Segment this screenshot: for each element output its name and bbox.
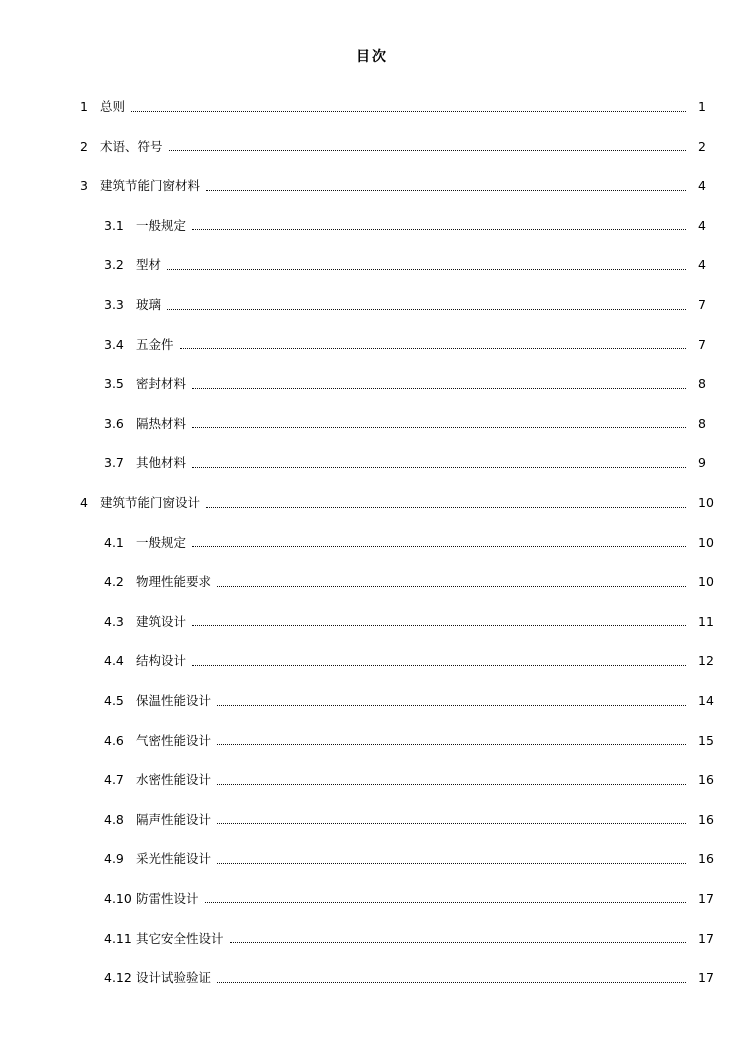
toc-leader-dots bbox=[217, 585, 686, 587]
toc-entry[interactable] bbox=[0, 76, 744, 116]
toc-entry[interactable] bbox=[0, 314, 744, 354]
toc-entry-page: 1 bbox=[698, 99, 706, 115]
toc-leader-dots bbox=[206, 506, 686, 508]
toc-entry-label: 玻璃 bbox=[136, 297, 162, 313]
toc-entry[interactable] bbox=[0, 472, 744, 512]
toc-entry-number: 3.7 bbox=[104, 455, 124, 471]
toc-entry-number: 4.2 bbox=[104, 574, 124, 590]
toc-leader-dots bbox=[192, 228, 686, 230]
toc-entry-number: 4.11 bbox=[104, 930, 132, 946]
toc-leader-dots bbox=[206, 189, 686, 191]
toc-leader-dots bbox=[167, 308, 686, 310]
toc-entry-number: 3.6 bbox=[104, 415, 124, 431]
toc-entry-page: 4 bbox=[698, 178, 706, 194]
toc-leader-dots bbox=[180, 347, 686, 349]
toc-leader-dots bbox=[192, 664, 686, 666]
toc-entry[interactable] bbox=[0, 591, 744, 631]
toc-entry-label: 总则 bbox=[100, 99, 126, 115]
toc-entry[interactable] bbox=[0, 670, 744, 710]
toc-leader-dots bbox=[167, 268, 686, 270]
toc-entry[interactable] bbox=[0, 512, 744, 552]
toc-entry[interactable] bbox=[0, 710, 744, 750]
toc-entry-page: 11 bbox=[698, 613, 714, 629]
toc-entry-label: 密封材料 bbox=[136, 376, 187, 392]
toc-entry-page: 10 bbox=[698, 495, 714, 511]
table-of-contents bbox=[0, 76, 744, 987]
toc-leader-dots bbox=[192, 387, 686, 389]
toc-entry[interactable] bbox=[0, 116, 744, 156]
toc-entry[interactable] bbox=[0, 155, 744, 195]
toc-entry-label: 物理性能要求 bbox=[136, 574, 212, 590]
toc-entry-label: 一般规定 bbox=[136, 534, 187, 550]
toc-entry-page: 7 bbox=[698, 297, 706, 313]
toc-entry-label: 五金件 bbox=[136, 336, 174, 352]
toc-entry-number: 4.3 bbox=[104, 613, 124, 629]
toc-leader-dots bbox=[217, 743, 686, 745]
toc-entry-number: 3.5 bbox=[104, 376, 124, 392]
toc-entry[interactable] bbox=[0, 947, 744, 987]
toc-leader-dots bbox=[217, 822, 686, 824]
toc-entry-number: 4.1 bbox=[104, 534, 124, 550]
toc-entry-label: 术语、符号 bbox=[100, 138, 163, 154]
toc-entry[interactable] bbox=[0, 828, 744, 868]
toc-entry-number: 4.6 bbox=[104, 732, 124, 748]
toc-entry-number: 4.4 bbox=[104, 653, 124, 669]
toc-leader-dots bbox=[192, 466, 686, 468]
toc-entry-page: 10 bbox=[698, 534, 714, 550]
toc-entry[interactable] bbox=[0, 789, 744, 829]
toc-entry-label: 防雷性设计 bbox=[136, 890, 199, 906]
toc-entry-page: 9 bbox=[698, 455, 706, 471]
toc-entry-label: 结构设计 bbox=[136, 653, 187, 669]
toc-entry[interactable] bbox=[0, 353, 744, 393]
toc-entry-number: 4.12 bbox=[104, 970, 132, 986]
toc-entry-number: 4.10 bbox=[104, 890, 132, 906]
toc-entry-number: 4.7 bbox=[104, 772, 124, 788]
toc-entry-label: 建筑设计 bbox=[136, 613, 187, 629]
toc-entry-label: 型材 bbox=[136, 257, 162, 273]
toc-entry-page: 2 bbox=[698, 138, 706, 154]
toc-entry[interactable] bbox=[0, 234, 744, 274]
page-title: 目次 bbox=[356, 49, 388, 65]
toc-entry-page: 17 bbox=[698, 890, 714, 906]
toc-leader-dots bbox=[217, 704, 686, 706]
toc-entry[interactable] bbox=[0, 393, 744, 433]
toc-leader-dots bbox=[205, 901, 686, 903]
toc-entry[interactable] bbox=[0, 551, 744, 591]
toc-entry-label: 隔声性能设计 bbox=[136, 811, 212, 827]
toc-leader-dots bbox=[217, 862, 686, 864]
toc-entry-page: 16 bbox=[698, 772, 714, 788]
toc-leader-dots bbox=[192, 426, 686, 428]
toc-leader-dots bbox=[192, 624, 686, 626]
toc-leader-dots bbox=[131, 110, 686, 112]
toc-entry[interactable] bbox=[0, 907, 744, 947]
toc-leader-dots bbox=[230, 941, 686, 943]
toc-entry-page: 16 bbox=[698, 851, 714, 867]
toc-entry-number: 2 bbox=[80, 138, 88, 154]
toc-entry-label: 一般规定 bbox=[136, 217, 187, 233]
toc-entry-page: 4 bbox=[698, 217, 706, 233]
toc-entry[interactable] bbox=[0, 630, 744, 670]
toc-entry[interactable] bbox=[0, 195, 744, 235]
toc-entry-number: 3.4 bbox=[104, 336, 124, 352]
toc-entry-label: 采光性能设计 bbox=[136, 851, 212, 867]
toc-entry-label: 建筑节能门窗材料 bbox=[100, 178, 201, 194]
toc-entry-label: 其他材料 bbox=[136, 455, 187, 471]
toc-entry-number: 3.1 bbox=[104, 217, 124, 233]
toc-entry-page: 17 bbox=[698, 930, 714, 946]
toc-entry-page: 17 bbox=[698, 970, 714, 986]
toc-entry-page: 8 bbox=[698, 376, 706, 392]
toc-entry-label: 其它安全性设计 bbox=[136, 930, 224, 946]
toc-leader-dots bbox=[169, 149, 686, 151]
toc-entry-label: 气密性能设计 bbox=[136, 732, 212, 748]
toc-entry-label: 设计试验验证 bbox=[136, 970, 212, 986]
toc-entry-number: 1 bbox=[80, 99, 88, 115]
toc-entry[interactable] bbox=[0, 749, 744, 789]
toc-entry-number: 3.3 bbox=[104, 297, 124, 313]
toc-entry-page: 7 bbox=[698, 336, 706, 352]
toc-leader-dots bbox=[217, 981, 686, 983]
toc-entry-label: 保温性能设计 bbox=[136, 693, 212, 708]
toc-entry-number: 4.5 bbox=[104, 693, 124, 708]
toc-entry-number: 4 bbox=[80, 495, 88, 511]
toc-entry-page: 10 bbox=[698, 574, 714, 590]
toc-entry-number: 4.8 bbox=[104, 811, 124, 827]
toc-entry[interactable] bbox=[0, 432, 744, 472]
toc-entry-label: 隔热材料 bbox=[136, 415, 187, 431]
toc-entry-page: 15 bbox=[698, 732, 714, 748]
toc-entry-number: 3 bbox=[80, 178, 88, 194]
toc-entry-page: 8 bbox=[698, 415, 706, 431]
toc-entry-number: 4.9 bbox=[104, 851, 124, 867]
toc-entry-page: 12 bbox=[698, 653, 714, 669]
toc-entry-page: 4 bbox=[698, 257, 706, 273]
toc-entry-label: 建筑节能门窗设计 bbox=[100, 495, 201, 511]
toc-entry-label: 水密性能设计 bbox=[136, 772, 212, 788]
toc-leader-dots bbox=[192, 545, 686, 547]
toc-leader-dots bbox=[217, 783, 686, 785]
toc-entry[interactable] bbox=[0, 868, 744, 908]
toc-entry-page: 16 bbox=[698, 811, 714, 827]
toc-entry-number: 3.2 bbox=[104, 257, 124, 273]
toc-entry-page: 14 bbox=[698, 693, 714, 708]
toc-entry[interactable] bbox=[0, 274, 744, 314]
